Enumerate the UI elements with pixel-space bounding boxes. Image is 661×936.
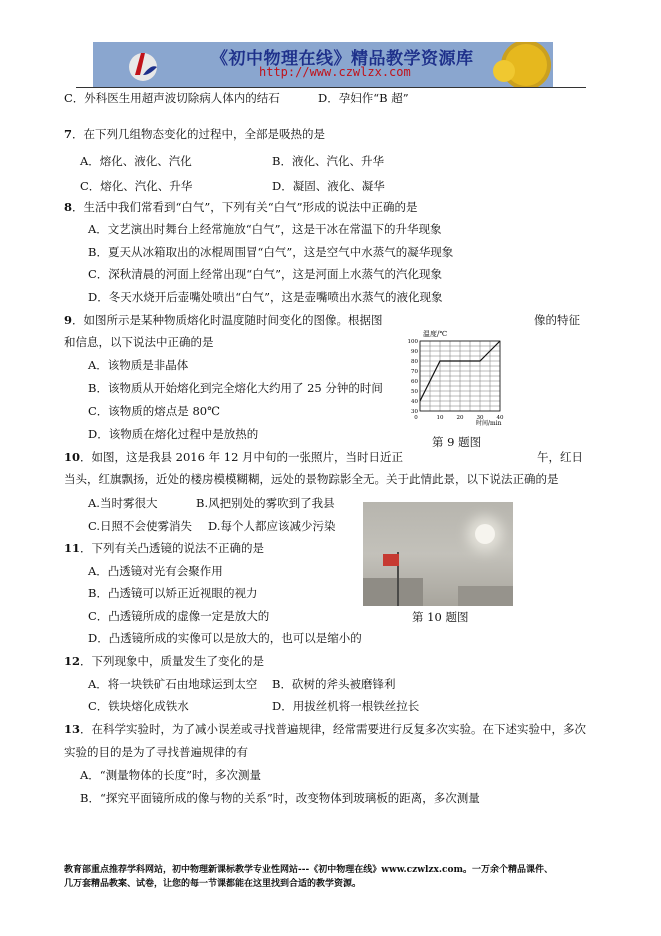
q11-option-a: A．凸透镜对光有会聚作用: [88, 564, 223, 578]
q12-option-c: C．铁块熔化成铁水: [88, 699, 189, 713]
q12-option-d: D．用拔丝机将一根铁丝拉长: [272, 699, 420, 713]
q8-number: 8: [64, 200, 73, 214]
q9-option-a: A．该物质是非晶体: [88, 358, 189, 372]
q8-stem: [64, 199, 418, 215]
q11-stem-text: ．下列有关凸透镜的说法不正确的是: [80, 541, 265, 555]
q7-number: 7: [64, 127, 73, 141]
header-banner: [93, 42, 553, 87]
q9-option-b: B．该物质从开始熔化到完全熔化大约用了 25 分钟的时间: [88, 381, 383, 395]
q12-option-b: B．砍树的斧头被磨锋利: [272, 677, 396, 691]
y-tick-label: 50: [411, 389, 418, 395]
x-tick-label: 30: [476, 415, 484, 421]
q13-option-b: B．“探究平面镜所成的像与物的关系”时，改变物体到玻璃板的距离，多次测量: [80, 791, 480, 805]
q10-option-d: D.每个人都应该减少污染: [208, 519, 336, 533]
q9-stem-end: 像的特征: [534, 313, 580, 327]
q9-figure-caption: 第 9 题图: [432, 435, 482, 449]
q10-figure-caption: 第 10 题图: [412, 610, 469, 624]
y-tick-label: 90: [411, 349, 418, 355]
site-logo-icon: [123, 45, 163, 85]
q12-stem-text: ．下列现象中，质量发生了变化的是: [80, 654, 265, 668]
y-tick-label: 100: [407, 339, 418, 345]
q7-stem-text: ．在下列几组物态变化的过程中，全部是吸热的是: [72, 127, 326, 141]
footer-line-1: 教育部重点推荐学科网站，初中物理新课标教学专业性网站---《初中物理在线》www.czwlzx.com。一万余个精品课件、: [64, 865, 554, 875]
q11-option-d: D．凸透镜所成的实像可以是放大的，也可以是缩小的: [88, 631, 362, 645]
y-tick-label: 30: [411, 409, 418, 415]
q7-option-a: A．熔化、液化、汽化: [80, 154, 192, 168]
q10-stem-text: ．如图，这是我县 2016 年 12 月中旬的一张照片，当时日近正: [80, 450, 404, 464]
q11-option-c: C．凸透镜所成的虚像一定是放大的: [88, 609, 270, 623]
q13-stem-line2: 实验的目的是为了寻找普遍规律的有: [64, 745, 248, 759]
q7-option-b: B．液化、汽化、升华: [272, 154, 384, 168]
x-tick-label: 10: [436, 415, 444, 421]
q7-option-c: C．熔化、汽化、升华: [80, 179, 193, 193]
q13-number: 13: [64, 722, 81, 736]
banner-url: http://www.czwlzx.com: [259, 65, 411, 79]
q8-option-a: A．文艺演出时舞台上经常施放“白气”，这是干冰在常温下的升华现象: [88, 222, 442, 236]
q10-option-b: B.风把别处的雾吹到了我县: [196, 496, 335, 510]
q9-stem: [64, 312, 383, 328]
footer-line-2: 几万套精品教案、试卷，让您的每一节课都能在这里找到合适的教学资源。: [64, 879, 362, 889]
q10-stem-end: 午，红日: [537, 450, 583, 464]
red-flag-icon: [383, 554, 399, 566]
x-tick-label: 40: [496, 415, 504, 421]
q11-stem: [64, 540, 264, 556]
q8-stem-text: ．生活中我们常看到“白气”，下列有关“白气”形成的说法中正确的是: [72, 200, 418, 214]
q9-number: 9: [64, 313, 73, 327]
q11-number: 11: [64, 541, 81, 555]
graph-x-label: 时间/min: [476, 420, 502, 427]
q12-number: 12: [64, 654, 81, 668]
q8-option-c: C．深秋清晨的河面上经常出现“白气”，这是河面上水蒸气的汽化现象: [88, 267, 443, 281]
q13-stem: [64, 721, 586, 737]
q10-option-c: C.日照不会使雾消失: [88, 519, 193, 533]
q12-option-a: A．将一块铁矿石由地球运到太空: [88, 677, 258, 691]
q12-stem: [64, 653, 264, 669]
q11-option-b: B．凸透镜可以矫正近视眼的视力: [88, 586, 258, 600]
x-tick-label: 0: [414, 415, 418, 421]
header-divider: [76, 87, 586, 88]
photo-sun: [475, 524, 495, 544]
q8-option-d: D．冬天水烧开后壶嘴处喷出“白气”，这是壶嘴喷出水蒸气的液化现象: [88, 290, 443, 304]
q10-stem-line2: 当头，红旗飘扬，近处的楼房模模糊糊，远处的景物踪影全无。关于此情此景，以下说法正确的是: [64, 472, 559, 486]
sunflower-small-icon: [493, 60, 515, 82]
q9-option-d: D．该物质在熔化过程中是放热的: [88, 427, 259, 441]
q8-option-b: B．夏天从冰箱取出的冰棍周围冒“白气”，这是空气中水蒸气的凝华现象: [88, 245, 454, 259]
q13-stem-text: ．在科学实验时，为了减小误差或寻找普遍规律，经常需要进行反复多次实验。在下述实验中，多次: [80, 722, 587, 736]
q10-number: 10: [64, 450, 81, 464]
hazy-sky-photo: [363, 502, 513, 606]
photo-building: [363, 578, 423, 606]
q7-option-d: D．凝固、液化、凝华: [272, 179, 385, 193]
y-tick-label: 60: [411, 379, 418, 385]
y-tick-label: 80: [411, 359, 418, 365]
q7-stem: [64, 126, 325, 142]
q13-option-a: A．“测量物体的长度”时，多次测量: [80, 768, 262, 782]
graph-y-label: 温度/℃: [423, 330, 448, 338]
y-tick-label: 40: [411, 399, 418, 405]
x-tick-label: 20: [456, 415, 464, 421]
melting-temperature-graph: [400, 325, 515, 433]
q9-option-c: C．该物质的熔点是 80℃: [88, 404, 220, 418]
photo-building-far: [458, 586, 513, 606]
banner-title: 《初中物理在线》精品教学资源库: [211, 49, 474, 69]
q9-stem-line2: 和信息，以下说法中正确的是: [64, 335, 214, 349]
y-tick-label: 70: [411, 369, 418, 375]
q9-stem-text: ．如图所示是某种物质熔化时温度随时间变化的图像。根据图: [72, 313, 383, 327]
q6-option-d: D．孕妇作“B 超”: [318, 91, 409, 105]
q10-option-a: A.当时雾很大: [88, 496, 158, 510]
q6-option-c: C．外科医生用超声波切除病人体内的结石: [64, 91, 280, 105]
q10-stem: [64, 449, 403, 465]
